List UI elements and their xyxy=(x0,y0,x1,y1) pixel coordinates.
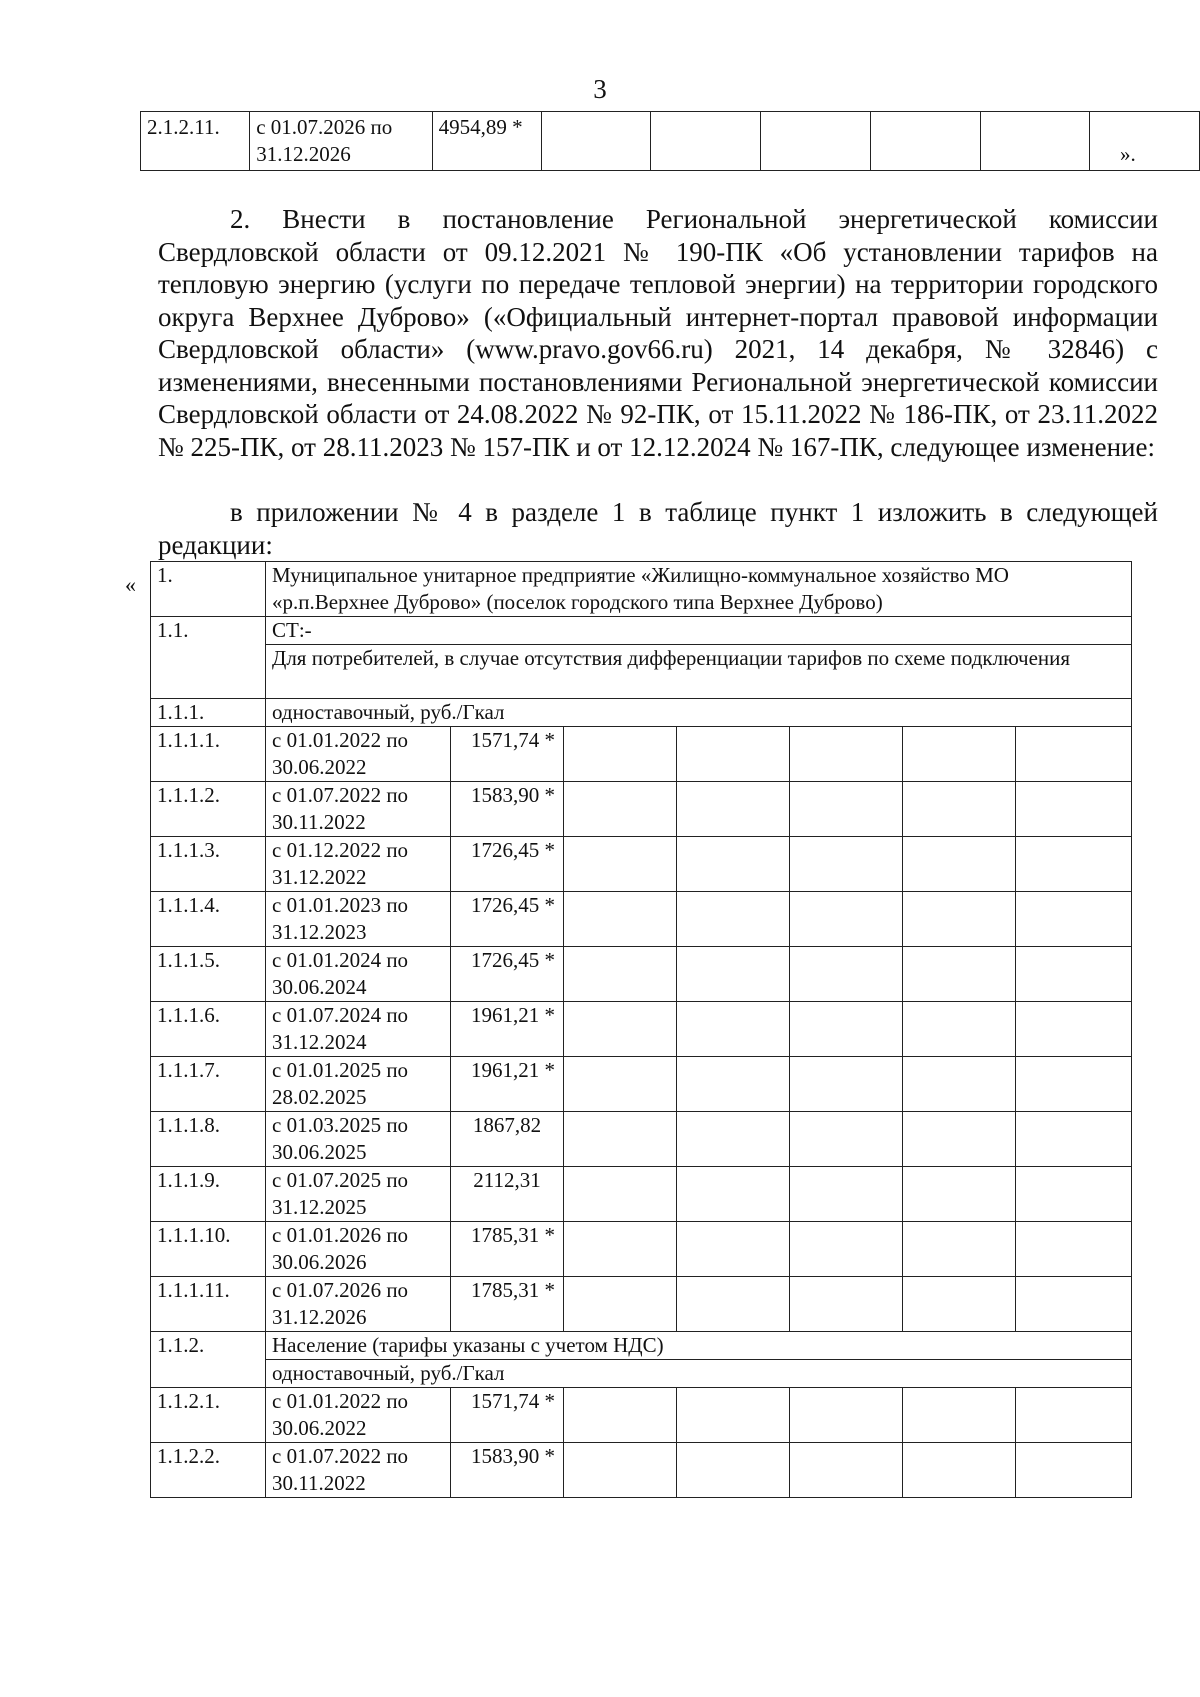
empty-cell xyxy=(903,1222,1016,1277)
empty-cell xyxy=(903,1443,1016,1498)
row-value: 1785,31 * xyxy=(451,1222,564,1277)
row-value: 1571,74 * xyxy=(451,1388,564,1443)
section-number: 1.1.2. xyxy=(151,1332,266,1388)
empty-cell xyxy=(564,1222,677,1277)
table-row xyxy=(151,699,1132,727)
row-value: 1571,74 * xyxy=(451,727,564,782)
empty-cell xyxy=(1016,1057,1132,1112)
table-row xyxy=(151,947,1132,1002)
empty-cell xyxy=(790,947,903,1002)
closing-quote: ». xyxy=(1120,142,1136,166)
table-row xyxy=(151,645,1132,699)
row-number: 1.1.1.7. xyxy=(151,1057,266,1112)
empty-cell xyxy=(677,1222,790,1277)
empty-cell xyxy=(677,1167,790,1222)
row-period: с 01.07.2024 по 31.12.2024 xyxy=(266,1002,451,1057)
row-number: 2.1.2.11. xyxy=(141,112,250,171)
empty-cell xyxy=(1016,1277,1132,1332)
empty-cell xyxy=(790,1002,903,1057)
section-sublabel: одноставочный, руб./Гкал xyxy=(266,1360,1132,1388)
table-row xyxy=(151,1167,1132,1222)
empty-cell xyxy=(1016,1112,1132,1167)
row-value: 1961,21 * xyxy=(451,1057,564,1112)
empty-cell xyxy=(677,947,790,1002)
row-value: 1726,45 * xyxy=(451,947,564,1002)
row-number: 1.1.2.2. xyxy=(151,1443,266,1498)
table-row xyxy=(151,1222,1132,1277)
empty-cell xyxy=(1016,782,1132,837)
empty-cell xyxy=(564,1443,677,1498)
section-label: Население (тарифы указаны с учетом НДС) xyxy=(266,1332,1132,1360)
empty-cell xyxy=(677,1002,790,1057)
row-period: с 01.07.2026 по 31.12.2026 xyxy=(250,112,432,171)
row-period: с 01.01.2023 по 31.12.2023 xyxy=(266,892,451,947)
empty-cell xyxy=(564,782,677,837)
empty-cell xyxy=(903,837,1016,892)
empty-cell xyxy=(564,1112,677,1167)
table-row xyxy=(151,617,1132,645)
org-number: 1. xyxy=(151,562,266,617)
empty-cell xyxy=(564,727,677,782)
row-value: 1726,45 * xyxy=(451,837,564,892)
empty-cell xyxy=(903,1057,1016,1112)
empty-cell xyxy=(790,782,903,837)
paragraph-instruction: в приложении № 4 в разделе 1 в таблице пункт 1 изложить в следующей редакции: xyxy=(158,497,1158,560)
empty-cell xyxy=(541,112,651,171)
row-period: с 01.01.2026 по 30.06.2026 xyxy=(266,1222,451,1277)
empty-cell xyxy=(564,1167,677,1222)
empty-cell xyxy=(564,1277,677,1332)
row-value: 1785,31 * xyxy=(451,1277,564,1332)
empty-cell xyxy=(870,112,980,171)
table-row xyxy=(151,782,1132,837)
opening-quote: « xyxy=(125,572,136,597)
table-row xyxy=(151,727,1132,782)
row-period: с 01.12.2022 по 31.12.2022 xyxy=(266,837,451,892)
empty-cell xyxy=(564,892,677,947)
row-number: 1.1.1.1. xyxy=(151,727,266,782)
page-number: 3 xyxy=(593,74,607,104)
empty-cell xyxy=(1016,837,1132,892)
empty-cell xyxy=(903,1112,1016,1167)
empty-cell xyxy=(1016,1443,1132,1498)
empty-cell xyxy=(903,727,1016,782)
tariff-table xyxy=(150,561,1132,1498)
table-row xyxy=(151,1360,1132,1388)
row-value: 4954,89 * xyxy=(432,112,541,171)
row-period: с 01.01.2024 по 30.06.2024 xyxy=(266,947,451,1002)
empty-cell xyxy=(790,1443,903,1498)
table-row xyxy=(151,837,1132,892)
empty-cell xyxy=(790,1057,903,1112)
empty-cell xyxy=(651,112,761,171)
row-period: с 01.07.2022 по 30.11.2022 xyxy=(266,782,451,837)
empty-cell xyxy=(1016,1002,1132,1057)
row-number: 1.1.1.3. xyxy=(151,837,266,892)
table-row xyxy=(151,892,1132,947)
row-value: 1583,90 * xyxy=(451,782,564,837)
empty-cell xyxy=(564,837,677,892)
row-value: 2112,31 xyxy=(451,1167,564,1222)
section-number: 1.1.1. xyxy=(151,699,266,727)
row-value: 1867,82 xyxy=(451,1112,564,1167)
empty-cell xyxy=(677,1443,790,1498)
empty-cell xyxy=(564,1002,677,1057)
table-row xyxy=(151,1443,1132,1498)
row-period: с 01.01.2022 по 30.06.2022 xyxy=(266,727,451,782)
section-label: одноставочный, руб./Гкал xyxy=(266,699,1132,727)
empty-cell xyxy=(903,1277,1016,1332)
empty-cell xyxy=(903,892,1016,947)
row-number: 1.1.1.2. xyxy=(151,782,266,837)
empty-cell xyxy=(790,1388,903,1443)
table-row xyxy=(151,1002,1132,1057)
table-row xyxy=(141,112,1200,171)
row-period: с 01.07.2022 по 30.11.2022 xyxy=(266,1443,451,1498)
empty-cell xyxy=(677,892,790,947)
table-row xyxy=(151,1057,1132,1112)
empty-cell xyxy=(903,1002,1016,1057)
empty-cell xyxy=(790,1277,903,1332)
empty-cell xyxy=(980,112,1090,171)
paragraph-amendment: 2. Внести в постановление Региональной энергетической комиссии Свердловской области от 09.12.2021 № 190-ПК «Об установлении тарифов на тепловую энергию (услуги по передаче тепловой энергии) на территории городского округа Верхнее Дуброво» («Официальный интернет-портал правовой информации Свердловской области» (www.pravo.gov66.ru) 2021, 14 декабря, № 32846) с изменениями, внесенными постановлениями Региональной энергетической комиссии Свердловской области от 24.08.2022 № 92-ПК, от 15.11.2022 № 186-ПК, от 23.11.2022 № 225-ПК, от 28.11.2023 № 157-ПК и от 12.12.2024 № 167-ПК, следующее изменение: xyxy=(158,204,1158,462)
row-value: 1583,90 * xyxy=(451,1443,564,1498)
empty-cell xyxy=(564,1388,677,1443)
empty-cell xyxy=(790,1222,903,1277)
empty-cell xyxy=(1090,112,1200,171)
empty-cell xyxy=(1016,1388,1132,1443)
row-period: с 01.01.2022 по 30.06.2022 xyxy=(266,1388,451,1443)
row-period: с 01.07.2025 по 31.12.2025 xyxy=(266,1167,451,1222)
empty-cell xyxy=(1016,727,1132,782)
row-number: 1.1.1.11. xyxy=(151,1277,266,1332)
org-name: Муниципальное унитарное предприятие «Жилищно-коммунальное хозяйство МО «р.п.Верхнее Дуброво» (поселок городского типа Верхнее Дуброво) xyxy=(266,562,1132,617)
row-period: с 01.03.2025 по 30.06.2025 xyxy=(266,1112,451,1167)
empty-cell xyxy=(790,892,903,947)
empty-cell xyxy=(1016,892,1132,947)
consumers-label: Для потребителей, в случае отсутствия дифференциации тарифов по схеме подключения xyxy=(266,645,1132,699)
empty-cell xyxy=(677,1388,790,1443)
empty-cell xyxy=(761,112,871,171)
empty-cell xyxy=(677,837,790,892)
row-number: 1.1.1.9. xyxy=(151,1167,266,1222)
table-row xyxy=(151,1277,1132,1332)
table-row xyxy=(151,562,1132,617)
empty-cell xyxy=(564,947,677,1002)
top-table-fragment xyxy=(140,111,1200,171)
empty-cell xyxy=(1016,1167,1132,1222)
empty-cell xyxy=(790,1112,903,1167)
empty-cell xyxy=(1016,947,1132,1002)
empty-cell xyxy=(677,1057,790,1112)
table-row xyxy=(151,1112,1132,1167)
row-number: 1.1.1.6. xyxy=(151,1002,266,1057)
st-number: 1.1. xyxy=(151,617,266,699)
table-row xyxy=(151,1388,1132,1443)
empty-cell xyxy=(790,727,903,782)
row-number: 1.1.1.10. xyxy=(151,1222,266,1277)
empty-cell xyxy=(903,1388,1016,1443)
row-value: 1961,21 * xyxy=(451,1002,564,1057)
table-row xyxy=(151,1332,1132,1360)
empty-cell xyxy=(903,1167,1016,1222)
row-period: с 01.01.2025 по 28.02.2025 xyxy=(266,1057,451,1112)
empty-cell xyxy=(790,1167,903,1222)
empty-cell xyxy=(564,1057,677,1112)
row-period: с 01.07.2026 по 31.12.2026 xyxy=(266,1277,451,1332)
empty-cell xyxy=(677,1112,790,1167)
empty-cell xyxy=(677,782,790,837)
row-number: 1.1.1.4. xyxy=(151,892,266,947)
empty-cell xyxy=(677,727,790,782)
row-value: 1726,45 * xyxy=(451,892,564,947)
empty-cell xyxy=(677,1277,790,1332)
st-label: СТ:- xyxy=(266,617,1132,645)
empty-cell xyxy=(903,782,1016,837)
row-number: 1.1.1.8. xyxy=(151,1112,266,1167)
row-number: 1.1.2.1. xyxy=(151,1388,266,1443)
row-number: 1.1.1.5. xyxy=(151,947,266,1002)
empty-cell xyxy=(903,947,1016,1002)
empty-cell xyxy=(1016,1222,1132,1277)
empty-cell xyxy=(790,837,903,892)
